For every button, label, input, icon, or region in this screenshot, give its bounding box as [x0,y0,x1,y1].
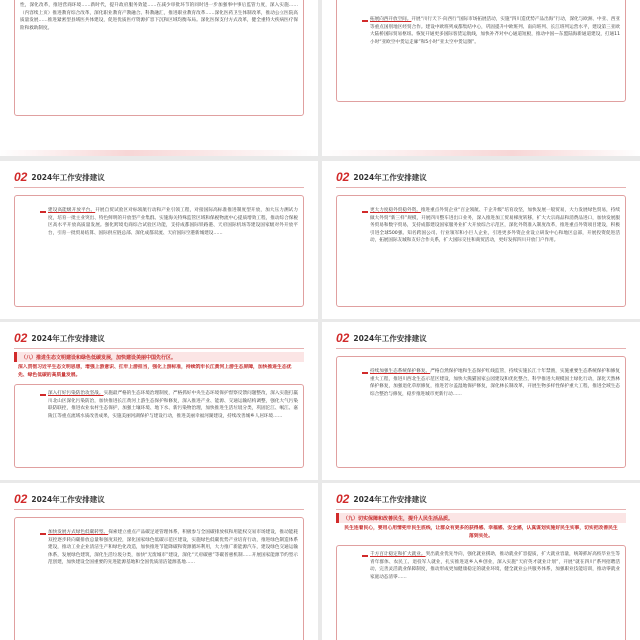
slide-top-right[interactable] [322,0,640,156]
header-divider [336,348,626,349]
slide-footer [322,150,640,156]
section-title: 2024年工作安排建议 [31,494,105,504]
slide-header [336,491,427,507]
section-banner [336,513,626,523]
lead-text: 千方百计稳定和扩大就业。 [370,552,426,557]
slide-header [14,169,105,185]
section-title: 2024年工作安排建议 [353,333,427,343]
body-text: 性，深化改革，推进营商环境……新时代，提升政府服务效能……在减少审批环节的同时进一步加强事中事后监管力度，深入实施……（内容续上页）推进教育综合改革，深化职业教育产教融合、科教融汇，推进职业教育改革……深化医药卫生体制改革，推动公立医院高质量发展……推进紧密型县域医共体建设，促进优质医疗资源扩容下沉和区域均衡布局。深化医保支付方式改革，健全重特大疾病医疗保险和救助制度。 [20,3,298,31]
section-number: 02 [336,492,350,506]
section-number: 02 [14,492,28,506]
lead-text: 加快发展方式绿色低碳转型。 [48,530,109,535]
body-text [48,207,298,301]
lead-text: 建设高能级开放平台。 [48,208,96,213]
header-divider [14,187,304,188]
section-number: 02 [336,170,350,184]
header-divider [14,348,304,349]
bullet-marker [40,211,46,213]
lead-text: 拓展向西开放空间。 [370,17,412,22]
banner-bar [14,352,17,362]
lead-text: 更大力度稳外贸稳外资。 [370,208,421,213]
body-text-content: 开展自贸试验区对标领航行动和产业引领工程，对接国际高标准推进制度型开放，加大压力测试力度，培育一批主业突出、特色鲜明的开放型产业集群。实施海关特殊监管区域和保税物流中心提质增效工程，推动综合保税区高水平开放高质量发展。强化跨境电商综合试验区功能，支持成都国际铁路港、天府国际机场等建设国家级对外开放平台，引育一批贸易结算、国际供应链总部、深化成都双流、天府国际空港新城建设…… [48,208,298,236]
bullet-marker [362,555,368,557]
slide-header [14,330,105,346]
body-text [370,368,620,462]
section-number: 02 [14,331,28,345]
slide-mid1-left[interactable] [0,161,318,319]
body-text-content: 实施最严格的生态环境治理制度，严格抓好中央生态环境保护督察反馈问题整改，深入实施打赢川北山区深化污染防治，加快推进长江黄河上游生态保护和修复，深入推进产业、能源、交通运输结构调整，强化大气污染联防联控，推进农业农村生态保护，加强土壤环境、地下水、新污染物治理，加快推进生活垃圾分类，巩固沱江、岷江、嘉陵江等重点流域水质改善成果，实施美丽河湖保护与建设行动，推进美丽幸福河湖建设，持续改善城乡人居环境…… [48,391,298,419]
slide-mid1-right[interactable] [322,161,640,319]
bullet-marker [362,20,368,22]
body-text-content: 突出就业优先导向，强化就业援助，推动就业扩容提质，扩大就业容量，统筹抓好高校毕业生等青年群体、农民工、退役军人就业，扎实推进返乡入乡创业，深入实施“天府英才就业计划”，开展“就在四川”系列招聘活动，完善灵活就业保障制度，推动形成更加健康稳定的就业环境，健全就业公共服务体系，加强职业技能培训，推动零就业家庭动态清零…… [370,552,620,580]
body-text-content: 开展“川行天下·向西行”国际市场拓展活动，实施“四川造优势产品出海”行动，深化与欧洲、中亚、西亚等重点国别地区经贸合作。建设中欧班列成都集结中心，巩固提升中欧班列、南向班列、长江班列运营水平，建设第三亚欧大陆桥国际贸易枢纽。恢复开通更多国际客货运航线，加快补齐对中心通道短板，推动中国—东盟陆海新通道建设，打通11小时“亚欧空中货运走廊”和5小时“亚太空中货运圈”。 [370,17,620,45]
section-title: 2024年工作安排建议 [31,333,105,343]
section-title: 2024年工作安排建议 [31,172,105,182]
section-title: 2024年工作安排建议 [353,172,427,182]
section-title: 2024年工作安排建议 [353,494,427,504]
header-divider [336,509,626,510]
slide-header [336,330,427,346]
body-text [48,529,298,637]
body-text-content: 探索建立重点产品碳足迹管理体系，积极参与全国碳排放权和用能权交易市场建设，推动能耗双控逐步转向碳排放总量和强度双控，深化国家绿色低碳示范区建设，实施绿色低碳优势产业培育行动，推进绿色制造体系建设，推动工业企业清洁生产和绿色化改造，加快推进节能降碳和资源循环利用，大力推广新能源汽车，建设绿色交通运输体系，发展绿色建筑，深化生活垃圾分类，加快“无废城市”建设，深化“天府碳惠”等碳普惠机制……开展国家能源节约型示范创建，加快建设全国重要的先进能源基地和全国优质清洁能源基地…… [48,530,298,566]
slide-footer [0,150,318,156]
intro-text: 深入贯彻习近平生态文明思想，增强上游意识、扛牢上游担当，强化上游标准，持续筑牢长江黄河上游生态屏障，加快推进生态优先、绿色低碳的高质量发展。 [18,365,292,378]
slide-header [336,169,427,185]
section-number: 02 [14,170,28,184]
slide-bottom-left[interactable] [0,483,318,640]
lead-text: 持续加强生态系统保护修复。 [370,369,431,374]
body-text-content: 推进重点外贸企业“百企领航、千企升级”培育攻坚，加快发展一般贸易，大力发展绿色贸易，持续做大外贸“新三样”规模，开展四川整车进出口业务，深入推进加工贸易梯度转移，扩大大宗商品和消费品进口，加快发展服务贸易和数字贸易，支持成都建设国家服务业扩大开放综合示范区，深化外资准入制度改革，推进重点外资项目建设，积极引进全球500强、知名跨国公司、行业领军和小巨人企业，引进更多外资企业设立研发中心和地区总部，开展投资促进活动，拓展国际友城和友好合作关系，扩大国际交往和商贸活动，更好发挥四川开放门户作用。 [370,208,620,244]
slide-mid2-left[interactable] [0,322,318,480]
intro-text: 民生连着民心，要用心用情兜牢民生底线，让群众有更多的获得感、幸福感、安全感，认真谋划实施好民生实事，切实把改善民生落到实处。 [344,526,618,539]
banner-bar [336,513,339,523]
slide-header [14,491,105,507]
body-text [370,207,620,301]
bullet-marker [362,372,368,374]
banner-text: （九）切实保障和改善民生，提升人民生活品质。 [343,515,454,522]
section-banner [14,352,304,362]
body-text [370,551,620,631]
body-text [370,16,620,100]
section-number: 02 [336,331,350,345]
slide-mid2-right[interactable] [322,322,640,480]
slide-top-left[interactable] [0,0,318,156]
banner-text: （八）推进生态文明建设和绿色低碳发展，加快建设美丽中国先行区。 [21,354,177,361]
header-divider [14,509,304,510]
body-text [48,390,298,464]
bullet-marker [362,211,368,213]
header-divider [336,187,626,188]
body-text-content: 严格自然保护地和生态保护红线监管，持续实施长江十年禁渔，实施重要生态系统保护和修复重大工程，推进川西北生态示范区建设，加快大熊猫国家公园建设和优化整合，科学推进大规模国土绿化行动，深化天然林保护修复，加强退化草原修复，推进若尔盖湿地保护修复，深化林长制改革，开展生物多样性保护重大工程，推进全域生态综合整治与修复，稳步推进城市更新行动…… [370,369,620,397]
bullet-marker [40,533,46,535]
bullet-marker [40,394,46,396]
lead-text: 深入打好污染防治攻坚战。 [48,391,104,396]
slide-bottom-right[interactable] [322,483,640,640]
